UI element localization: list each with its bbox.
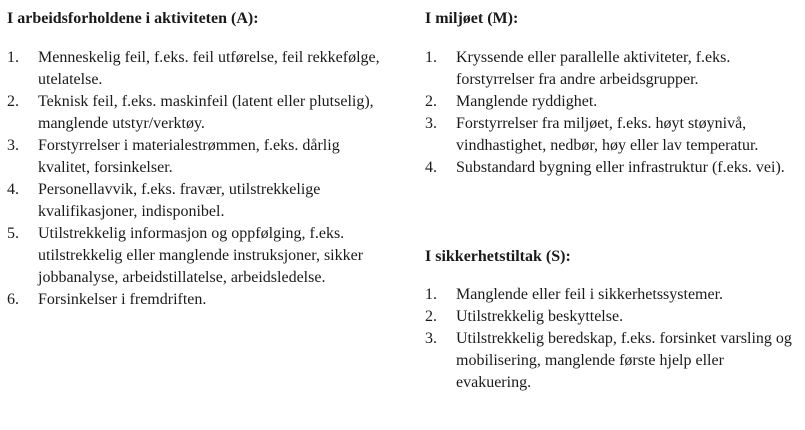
item-number: 3.	[425, 115, 437, 132]
item-number: 4.	[7, 181, 19, 198]
item-number: 1.	[425, 49, 437, 66]
list-item	[7, 47, 382, 91]
item-text: Substandard bygning eller infrastruktur (f.eks. vei).	[456, 159, 785, 176]
item-number: 5.	[7, 225, 19, 242]
item-text: Manglende eller feil i sikkerhetssystemer.	[456, 286, 724, 303]
item-number: 6.	[7, 291, 19, 308]
section-heading-activity: I arbeidsforholdene i aktiviteten (A):	[7, 10, 259, 27]
list-item	[425, 306, 800, 328]
list-item	[425, 113, 800, 157]
item-text: Manglende ryddighet.	[456, 93, 598, 110]
list-item	[7, 91, 382, 135]
item-text: Forstyrrelser fra miljøet, f.eks. høyt støynivå, vindhastighet, nedbør, høy eller lav temperatur.	[456, 115, 759, 154]
list-item	[7, 223, 382, 289]
list-item	[7, 179, 382, 223]
item-number: 4.	[425, 159, 437, 176]
item-number: 3.	[7, 137, 19, 154]
activity-list	[7, 47, 382, 311]
item-number: 3.	[425, 330, 437, 347]
item-number: 2.	[425, 308, 437, 325]
list-item	[425, 328, 800, 394]
item-text: Utilstrekkelig beredskap, f.eks. forsinket varsling og mobilisering, manglende første hjelp eller evakuering.	[456, 330, 792, 391]
item-text: Personellavvik, f.eks. fravær, utilstrekkelige kvalifikasjoner, indisponibel.	[38, 181, 321, 220]
item-text: Forsinkelser i fremdriften.	[38, 291, 207, 308]
section-heading-safety: I sikkerhetstiltak (S):	[425, 248, 571, 265]
environment-list	[425, 47, 800, 179]
item-text: Utilstrekkelig beskyttelse.	[456, 308, 624, 325]
list-item	[425, 47, 800, 91]
list-item	[425, 157, 800, 179]
item-text: Forstyrrelser i materialestrømmen, f.eks. dårlig kvalitet, forsinkelser.	[38, 137, 340, 176]
list-item	[425, 284, 800, 306]
item-number: 1.	[7, 49, 19, 66]
item-number: 1.	[425, 286, 437, 303]
section-heading-environment: I miljøet (M):	[425, 10, 519, 27]
safety-list	[425, 284, 800, 394]
item-number: 2.	[7, 93, 19, 110]
list-item	[7, 289, 382, 311]
list-item	[425, 91, 800, 113]
item-text: Kryssende eller parallelle aktiviteter, f.eks. forstyrrelser fra andre arbeidsgrupper.	[456, 49, 731, 88]
item-number: 2.	[425, 93, 437, 110]
item-text: Utilstrekkelig informasjon og oppfølging, f.eks. utilstrekkelig eller manglende instruksjoner, sikker jobbanalyse, arbeidstillatelse, arbeidsledelse.	[38, 225, 364, 286]
item-text: Teknisk feil, f.eks. maskinfeil (latent eller plutselig), manglende utstyr/verktøy.	[38, 93, 374, 132]
list-item	[7, 135, 382, 179]
item-text: Menneskelig feil, f.eks. feil utførelse, feil rekkefølge, utelatelse.	[38, 49, 380, 88]
